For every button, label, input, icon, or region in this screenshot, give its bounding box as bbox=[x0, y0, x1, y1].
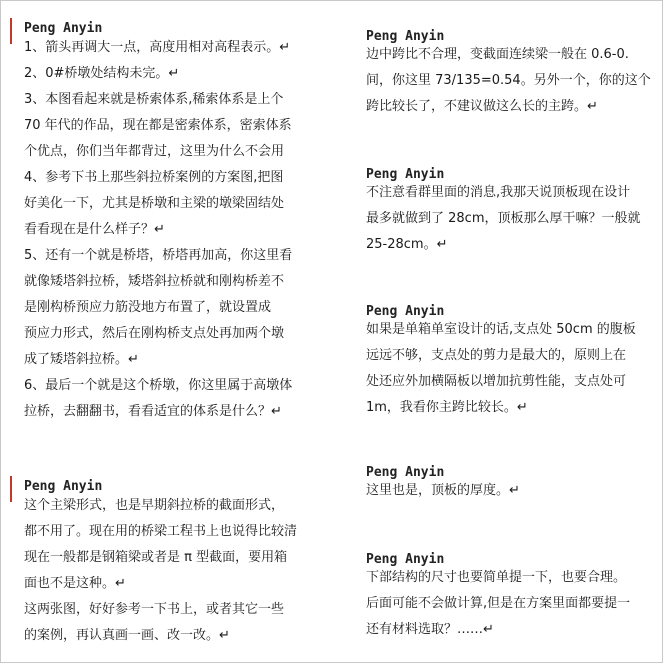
comment-line: 如果是单箱单室设计的话,支点处 50cm 的腹板 bbox=[366, 322, 636, 337]
comment-line: 的案例，再认真画一画、改一改。↵ bbox=[24, 628, 230, 643]
comment-line: 2、0#桥墩处结构未完。↵ bbox=[24, 66, 180, 81]
comment-line: 5、还有一个就是桥塔，桥塔再加高，你这里看 bbox=[24, 248, 293, 263]
comment-line: 看看现在是什么样子？↵ bbox=[24, 222, 165, 237]
comment-line: 最多就做到了 28cm，顶板那么厚干嘛？一般就 bbox=[366, 211, 641, 226]
comment-author: Peng Anyin bbox=[24, 479, 103, 494]
comment-line: 都不用了。现在用的桥梁工程书上也说得比较清 bbox=[24, 524, 298, 539]
comment-line: 好美化一下，尤其是桥墩和主梁的墩梁固结处 bbox=[24, 196, 285, 211]
comment-line: 边中跨比不合理，变截面连续梁一般在 0.6-0. bbox=[366, 47, 629, 62]
comment-line: 后面可能不会做计算,但是在方案里面都要提一 bbox=[366, 596, 631, 611]
comment-author: Peng Anyin bbox=[366, 465, 445, 480]
comment-line: 70 年代的作品，现在都是密索体系，密索体系 bbox=[24, 118, 292, 133]
comment-line: 预应力形式，然后在刚构桥支点处再加两个墩 bbox=[24, 326, 285, 341]
comment-author: Peng Anyin bbox=[366, 552, 445, 567]
comment-line: 不注意看群里面的消息,我那天说顶板现在设计 bbox=[366, 185, 631, 200]
comment-line: 就像矮塔斜拉桥，矮塔斜拉桥就和刚构桥差不 bbox=[24, 274, 285, 289]
comment-line: 现在一般都是钢箱梁或者是 π 型截面，要用箱 bbox=[24, 550, 288, 565]
comment-line: 面也不是这种。↵ bbox=[24, 576, 126, 591]
comment-line: 还有材料选取？……↵ bbox=[366, 622, 494, 637]
comment-line: 拉桥，去翻翻书，看看适宜的体系是什么？↵ bbox=[24, 404, 282, 419]
comment-line: 是刚构桥预应力筋没地方布置了，就设置成 bbox=[24, 300, 272, 315]
comment-line: 远远不够，支点处的剪力是最大的，原则上在 bbox=[366, 348, 627, 363]
comment-line: 这两张图，好好参考一下书上，或者其它一些 bbox=[24, 602, 285, 617]
comment-line: 1、箭头再调大一点，高度用相对高程表示。↵ bbox=[24, 40, 291, 55]
comment-author: Peng Anyin bbox=[24, 21, 103, 36]
comment-line: 个优点，你们当年都背过，这里为什么不会用 bbox=[24, 144, 285, 159]
right-column-clip bbox=[362, 0, 660, 665]
comment-line: 间，你这里 73/135=0.54。另外一个，你的这个 bbox=[366, 73, 651, 88]
comment-line: 6、最后一个就是这个桥墩，你这里属于高墩体 bbox=[24, 378, 293, 393]
comment-author: Peng Anyin bbox=[366, 304, 445, 319]
comment-line: 下部结构的尺寸也要简单提一下，也要合理。 bbox=[366, 570, 627, 585]
comment-author: Peng Anyin bbox=[366, 29, 445, 44]
comment-line: 这个主梁形式，也是早期斜拉桥的截面形式， bbox=[24, 498, 285, 513]
comment-line: 成了矮塔斜拉桥。↵ bbox=[24, 352, 139, 367]
comment-line: 处还应外加横隔板以增加抗剪性能，支点处可 bbox=[366, 374, 627, 389]
comment-line: 3、本图看起来就是桥索体系,稀索体系是上个 bbox=[24, 92, 284, 107]
comment-author: Peng Anyin bbox=[366, 167, 445, 182]
comment-line: 25-28cm。↵ bbox=[366, 237, 448, 252]
comment-line: 1m，我看你主跨比较长。↵ bbox=[366, 400, 528, 415]
comment-line: 4、参考下书上那些斜拉桥案例的方案图,把图 bbox=[24, 170, 284, 185]
comment-line: 跨比较长了，不建议做这么长的主跨。↵ bbox=[366, 99, 598, 114]
comment-line: 这里也是，顶板的厚度。↵ bbox=[366, 483, 520, 498]
